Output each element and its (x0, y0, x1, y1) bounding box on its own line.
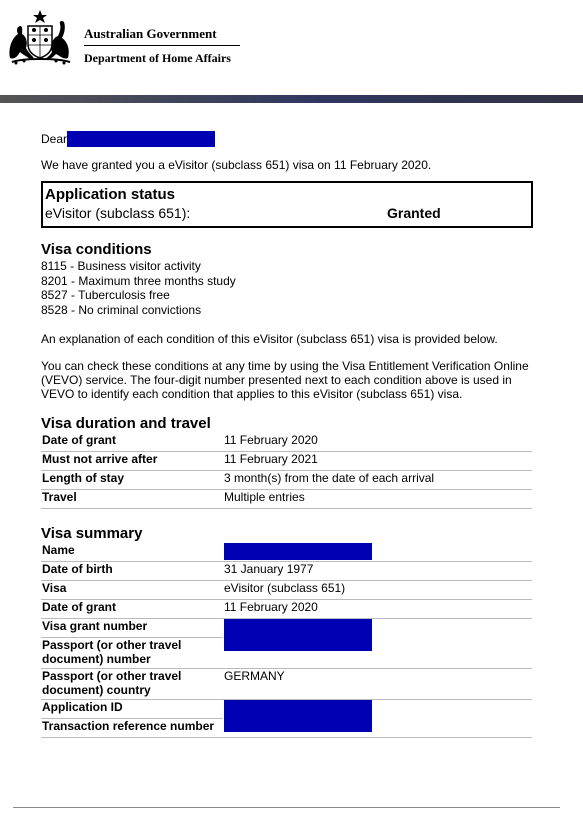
table-row (41, 581, 532, 600)
row-label: Visa grant number (41, 619, 223, 638)
table-row (41, 600, 532, 619)
row-label: Passport (or other travel document) country (41, 669, 223, 700)
condition-item: 8528 - No criminal convictions (41, 302, 202, 317)
salutation: Dear (41, 132, 68, 146)
header-band (0, 95, 583, 103)
row-value (223, 543, 532, 562)
row-value: Multiple entries (223, 490, 532, 509)
application-status-row (45, 204, 527, 223)
row-label: Must not arrive after (41, 452, 223, 471)
row-label: Date of birth (41, 562, 223, 581)
row-value: 3 month(s) from the date of each arrival (223, 471, 532, 490)
row-label: Visa (41, 581, 223, 600)
grant-intro: We have granted you a eVisitor (subclass 651) visa on 11 February 2020. (41, 158, 432, 172)
application-id-redaction (224, 700, 372, 732)
vevo-paragraph: You can check these conditions at any time by using the Visa Entitlement Verification Online (VEVO) service. The four-digit number presented next to each condition above is used in VEVO to identify each condition that applies to this eVisitor (subclass 651) visa. (41, 359, 529, 401)
row-label: Date of grant (41, 600, 223, 619)
visa-summary-title: Visa summary (41, 525, 143, 542)
table-row (41, 543, 532, 562)
visa-summary-table (41, 543, 532, 738)
row-value: GERMANY (223, 669, 532, 700)
visa-duration-title: Visa duration and travel (41, 415, 211, 432)
row-value: 11 February 2020 (223, 433, 532, 452)
row-label: Length of stay (41, 471, 223, 490)
row-value: 31 January 1977 (223, 562, 532, 581)
recipient-redaction (67, 131, 215, 147)
visa-conditions-title: Visa conditions (41, 241, 152, 258)
row-label: Date of grant (41, 433, 223, 452)
row-label: Travel (41, 490, 223, 509)
letterhead (0, 0, 583, 95)
row-value (223, 700, 532, 738)
condition-item: 8201 - Maximum three months study (41, 273, 236, 288)
coat-of-arms-icon (4, 8, 76, 66)
application-status-box (41, 181, 533, 228)
application-status-title: Application status (45, 186, 176, 203)
status-value: Granted (387, 205, 441, 221)
department-name: Department of Home Affairs (84, 51, 231, 65)
table-row (41, 433, 532, 452)
row-value: 11 February 2021 (223, 452, 532, 471)
row-value: 11 February 2020 (223, 600, 532, 619)
letter-body (41, 131, 533, 738)
row-label: Transaction reference number (41, 719, 223, 738)
letterhead-divider (84, 45, 240, 46)
row-label: Name (41, 543, 223, 562)
table-row (41, 669, 532, 700)
table-row (41, 562, 532, 581)
condition-item: 8527 - Tuberculosis free (41, 288, 170, 302)
table-row (41, 471, 532, 490)
table-row (41, 619, 532, 638)
condition-item: 8115 - Business visitor activity (41, 259, 201, 273)
footer-divider (13, 807, 560, 808)
name-redaction (224, 543, 372, 560)
table-row (41, 700, 532, 719)
status-label: eVisitor (subclass 651): (45, 205, 191, 221)
row-label: Application ID (41, 700, 223, 719)
table-row (41, 490, 532, 509)
salutation-line (41, 131, 533, 147)
conditions-explanation: An explanation of each condition of this eVisitor (subclass 651) visa is provided below. (41, 332, 498, 346)
table-row (41, 452, 532, 471)
row-label: Passport (or other travel document) number (41, 638, 223, 669)
grant-number-redaction (224, 619, 372, 651)
conditions-list (41, 259, 533, 317)
visa-duration-table (41, 433, 532, 509)
row-value (223, 619, 532, 669)
row-value: eVisitor (subclass 651) (223, 581, 532, 600)
government-name: Australian Government (84, 26, 217, 41)
